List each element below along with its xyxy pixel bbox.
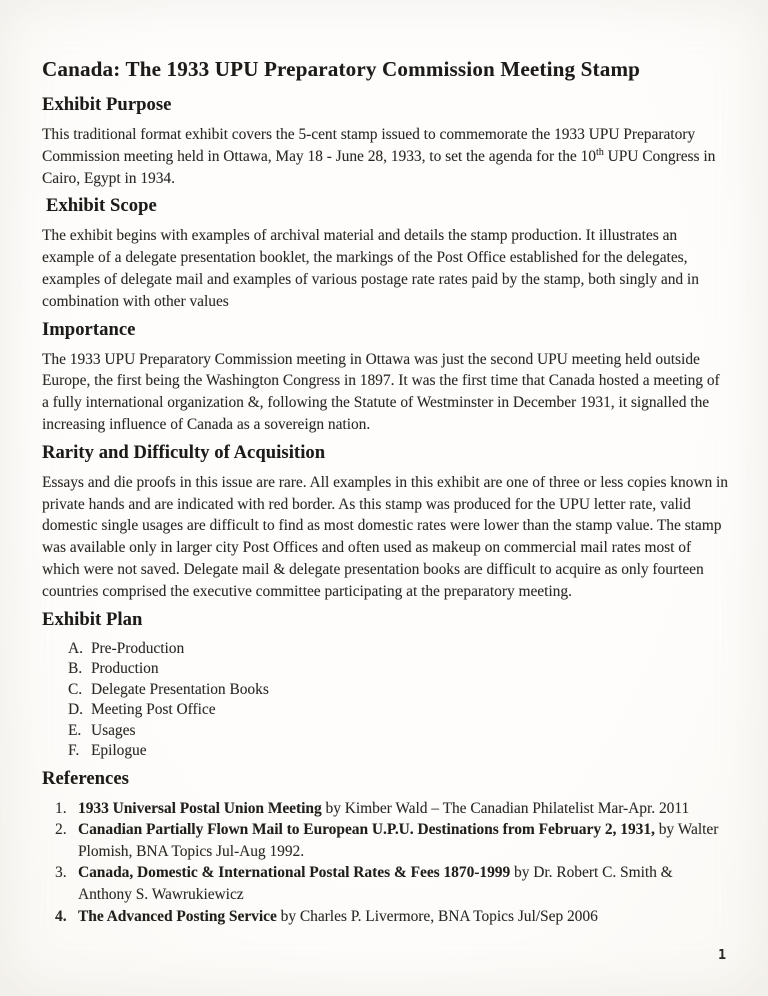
paragraph-exhibit-purpose — [42, 124, 728, 189]
plan-item-letter: F. — [68, 742, 80, 760]
paragraph-importance: The 1933 UPU Preparatory Commission meeting in Ottawa was just the second UPU meeting held outside Europe, the first being the Washington Congress in 1897. It was the first time that Canada hosted a meeting of a fully international organization &, following the Statute of Westminster in December 1931, it signalled the increasing influence of Canada as a sovereign nation. — [42, 350, 720, 433]
section-rarity — [42, 442, 728, 603]
reference-item-1 — [55, 798, 728, 820]
reference-title: Canada, Domestic & International Postal Rates & Fees 1870-1999 — [78, 864, 511, 882]
plan-item-label: Meeting Post Office — [91, 701, 216, 719]
reference-detail: by Kimber Wald – The Canadian Philatelist Mar-Apr. 2011 — [321, 799, 690, 817]
reference-text — [78, 862, 728, 905]
section-heading-references: References — [42, 768, 129, 789]
section-heading-exhibit-scope: Exhibit Scope — [46, 196, 157, 217]
section-heading-importance: Importance — [42, 319, 136, 340]
section-references — [42, 768, 728, 928]
plan-item-label: Epilogue — [91, 742, 147, 760]
plan-item-label: Delegate Presentation Books — [91, 680, 269, 698]
page-title: Canada: The 1933 UPU Preparatory Commission Meeting Stamp — [42, 57, 641, 81]
reference-detail: by Walter Plomish, BNA Topics Jul-Aug 1992. — [78, 821, 719, 860]
section-heading-exhibit-purpose: Exhibit Purpose — [42, 95, 172, 115]
plan-item-label: Usages — [91, 721, 136, 739]
section-heading-rarity: Rarity and Difficulty of Acquisition — [42, 442, 326, 463]
plan-item-letter: D. — [68, 701, 83, 719]
reference-item-4 — [55, 906, 728, 928]
reference-title: The Advanced Posting Service — [78, 907, 277, 925]
plan-item-a — [68, 639, 728, 660]
exhibit-plan-list — [68, 639, 728, 762]
section-heading-exhibit-plan: Exhibit Plan — [42, 609, 143, 630]
reference-number: 3. — [55, 864, 67, 882]
plan-item-d — [68, 700, 728, 721]
purpose-text-after-superscript: UPU Congress in Cairo, Egypt in 1934. — [42, 147, 716, 187]
plan-item-letter: C. — [68, 680, 83, 698]
plan-item-f — [68, 741, 728, 762]
plan-item-letter: E. — [68, 721, 82, 739]
reference-title: 1933 Universal Postal Union Meeting — [78, 799, 322, 817]
paragraph-exhibit-scope: The exhibit begins with examples of archival material and details the stamp production. It illustrates an example of a delegate presentation booklet, the markings of the Post Office established for the delegates, examples of delegate mail and examples of various postage rate rates paid by the stamp, both singly and in combination with other values — [42, 227, 699, 310]
plan-item-b — [68, 659, 728, 680]
section-importance — [42, 319, 728, 436]
section-exhibit-scope — [42, 195, 728, 312]
reference-number: 2. — [55, 821, 67, 839]
plan-item-c — [68, 680, 728, 701]
paragraph-rarity: Essays and die proofs in this issue are rare. All examples in this exhibit are one of three or less copies known in private hands and are indicated with red border. As this stamp was produced for the UPU letter rate, valid domestic single usages are difficult to find as most domestic rates were lower than the stamp value. The stamp was available only in larger city Post Offices and often used as makeup on commercial mail rates most of which were not saved. Delegate mail & delegate presentation books are difficult to acquire as only fourteen countries comprised the executive committee participating at the preparatory meeting. — [42, 473, 729, 600]
reference-text — [78, 906, 728, 928]
reference-detail: by Charles P. Livermore, BNA Topics Jul/Sep 2006 — [276, 907, 598, 925]
reference-item-3 — [55, 862, 728, 905]
section-exhibit-purpose — [42, 94, 728, 189]
section-exhibit-plan — [42, 609, 728, 762]
plan-item-label: Pre-Production — [91, 639, 185, 657]
ordinal-superscript: th — [595, 146, 604, 158]
purpose-text-before-superscript: This traditional format exhibit covers the 5-cent stamp issued to commemorate the 1933 UPU Preparatory Commission meeting held in Ottawa, May 18 - June 28, 1933, to set the agenda for the 10 — [42, 126, 696, 165]
reference-number: 1. — [55, 799, 67, 817]
reference-text — [78, 819, 728, 862]
reference-number: 4. — [55, 907, 67, 925]
references-list — [55, 798, 728, 928]
plan-item-letter: B. — [68, 660, 83, 678]
plan-item-label: Production — [91, 660, 159, 678]
page-number: 1 — [718, 948, 726, 963]
plan-item-letter: A. — [68, 639, 83, 657]
reference-text — [78, 798, 728, 820]
plan-item-e — [68, 721, 728, 742]
reference-title: Canadian Partially Flown Mail to European U.P.U. Destinations from February 2, 1931, — [78, 821, 655, 839]
reference-item-2 — [55, 819, 728, 862]
reference-detail: by Dr. Robert C. Smith & Anthony S. Wawrukiewicz — [78, 864, 673, 903]
